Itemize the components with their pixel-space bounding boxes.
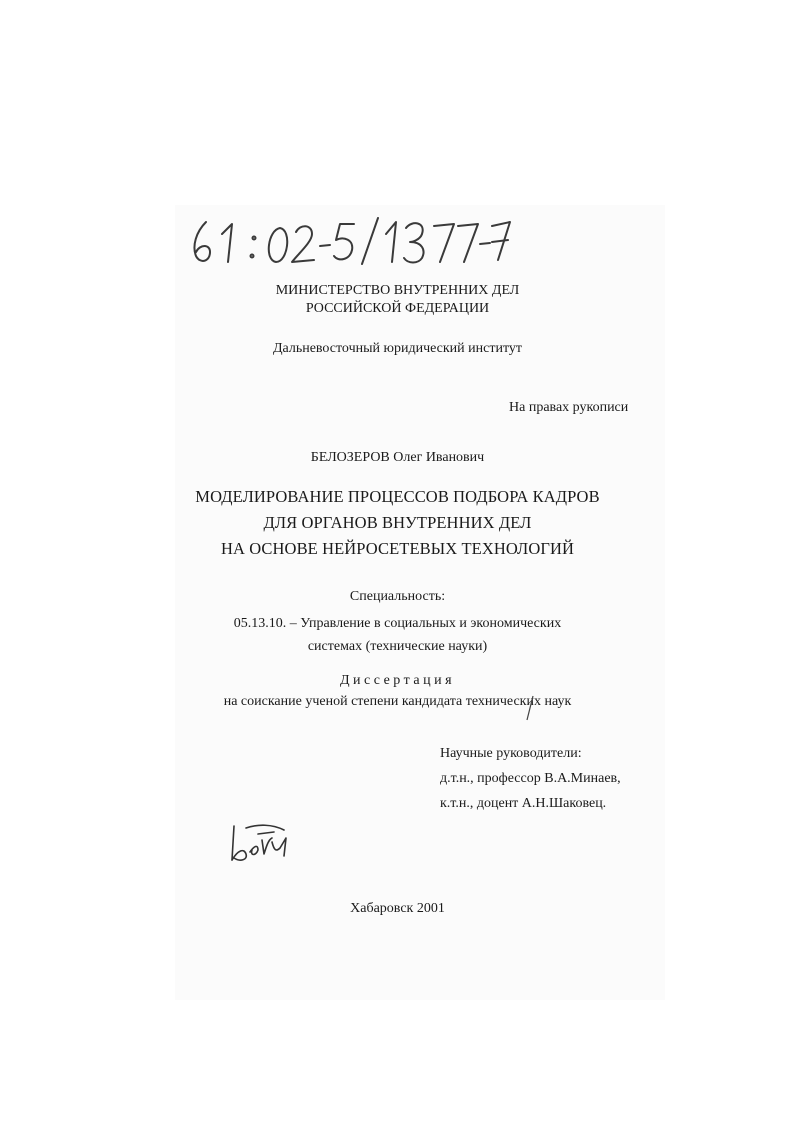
author-name: БЕЛОЗЕРОВ Олег Иванович (310, 450, 485, 465)
title-line-2: ДЛЯ ОРГАНОВ ВНУТРЕННИХ ДЕЛ (263, 513, 532, 532)
place-and-year: Хабаровск 2001 (350, 901, 445, 916)
scientific-advisors (440, 741, 621, 816)
advisor-1: д.т.н., профессор В.А.Минаев, (440, 771, 621, 786)
specialty-line-2: системах (технические науки) (307, 639, 488, 654)
handwritten-catalog-code (188, 212, 518, 268)
title-line-1: МОДЕЛИРОВАНИЕ ПРОЦЕССОВ ПОДБОРА КАДРОВ (195, 487, 600, 506)
handwritten-signature-icon (228, 820, 298, 866)
specialty-line-1: 05.13.10. – Управление в социальных и экономических (233, 616, 562, 631)
dissertation-title (0, 484, 795, 562)
specialty-description (0, 612, 795, 658)
ministry-heading (0, 282, 795, 318)
specialty-label: Специальность: (349, 589, 446, 604)
rights-note: На правах рукописи (509, 400, 629, 415)
ministry-line-2: РОССИЙСКОЙ ФЕДЕРАЦИИ (305, 301, 490, 316)
pen-stroke-mark (525, 694, 535, 722)
dissertation-label: Диссертация (339, 673, 456, 688)
advisor-2: к.т.н., доцент А.Н.Шаковец. (440, 796, 607, 811)
institute-name: Дальневосточный юридический институт (272, 341, 523, 356)
ministry-line-1: МИНИСТЕРСТВО ВНУТРЕННИХ ДЕЛ (275, 283, 520, 298)
title-line-3: НА ОСНОВЕ НЕЙРОСЕТЕВЫХ ТЕХНОЛОГИЙ (220, 539, 575, 558)
advisors-label: Научные руководители: (440, 746, 582, 761)
dissertation-degree-text: на соискание ученой степени кандидата технических наук (223, 694, 572, 709)
